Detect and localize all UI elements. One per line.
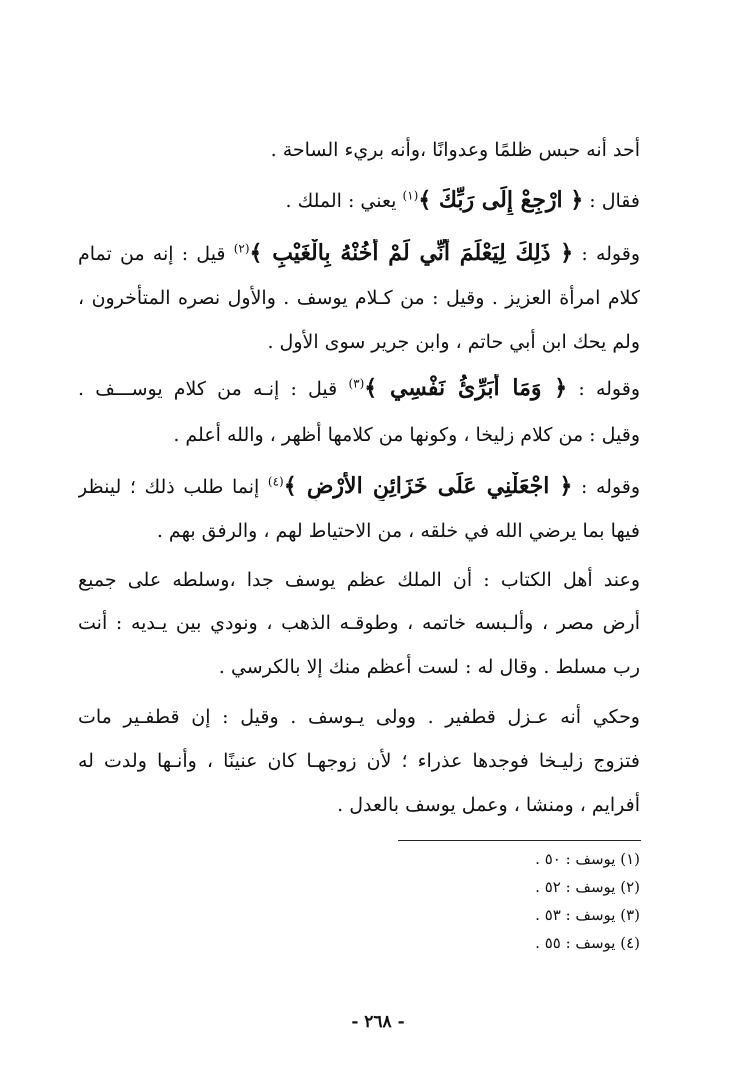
footnote-4: (٤) يوسف : ٥٥ . <box>535 934 640 952</box>
text-line-15: أفرايم ، ومنشا ، وعمل يوسف بالعدل . <box>337 794 640 816</box>
text-line-2 <box>78 186 640 215</box>
text-segment: وقوله : <box>572 476 640 498</box>
text-line-5: ولم يحك ابن أبي حاتم ، وابن جرير سوى الأول . <box>267 331 640 353</box>
quran-verse: ﴿ ذَلِكَ لِيَعْلَمَ أَنِّي لَمْ أَخُنْهُ بِالْغَيْبِ ﴾ <box>249 240 574 266</box>
footnote-3: (٣) يوسف : ٥٣ . <box>535 906 640 924</box>
footnote-1: (١) يوسف : ٥٠ . <box>535 850 640 868</box>
text-segment: فقال : <box>583 190 640 212</box>
text-line-10: وعند أهل الكتاب : أن الملك عظم يوسف جدا ،وسلطه على جميع <box>78 569 640 591</box>
text-segment: يعني : الملك . <box>285 190 403 212</box>
footnote-ref: (٢) <box>233 241 250 256</box>
text-segment: إنما طلب ذلك ؛ لينظر <box>78 476 268 498</box>
footnote-ref: (٤) <box>267 474 284 489</box>
page-number: - ٢٦٨ - <box>351 1012 405 1032</box>
text-segment: وقوله : <box>567 378 640 400</box>
quran-verse: ﴿ ارْجِعْ إِلَى رَبِّكَ ﴾ <box>418 187 584 213</box>
text-segment: قيل : إنـه من كلام يوســـف . <box>78 378 349 400</box>
quran-verse: ﴿ وَمَا أُبَرِّئُ نَفْسِي ﴾ <box>364 375 568 401</box>
text-line-1: أحد أنه حبس ظلمًا وعدوانًا ،وأنه بريء الساحة . <box>270 139 640 161</box>
text-line-9: فيها بما يرضي الله في خلقه ، من الاحتياط لهم ، والرفق بهم . <box>156 520 640 542</box>
text-line-13: وحكي أنه عـزل قطفير . وولى يـوسف . وقيل : إن قطفـير مات <box>78 706 640 728</box>
quran-verse: ﴿ اجْعَلْنِي عَلَى خَزَائِنِ الأَرْضِ ﴾ <box>283 473 573 499</box>
text-line-14: فتزوج زليـخا فوجدها عذراء ؛ لأن زوجهـا كان عنينًا ، وأنـها ولدت له <box>78 750 640 772</box>
text-line-4: كلام امرأة العزيز . وقيل : من كـلام يوسف . والأول نصره المتأخرون ، <box>78 287 640 309</box>
text-line-12: رب مسلط . وقال له : لست أعظم منك إلا بالكرسي . <box>218 656 640 678</box>
text-segment: وقوله : <box>573 243 640 265</box>
footnote-divider <box>398 840 641 841</box>
text-segment: قيل : إنه من تمام <box>78 243 234 265</box>
text-line-7: وقيل : من كلام زليخا ، وكونها من كلامها أظهر ، والله أعلم . <box>173 424 640 446</box>
footnote-ref: (٣) <box>348 376 365 391</box>
text-line-11: أرض مصر ، وألـبسه خاتمه ، وطوقـه الذهب ، ونودي بين يـديه : أنت <box>78 612 640 634</box>
text-line-8 <box>78 472 640 501</box>
text-line-6 <box>78 374 640 403</box>
text-line-3 <box>78 239 640 268</box>
footnote-2: (٢) يوسف : ٥٢ . <box>535 878 640 896</box>
footnote-ref: (١) <box>402 188 419 203</box>
